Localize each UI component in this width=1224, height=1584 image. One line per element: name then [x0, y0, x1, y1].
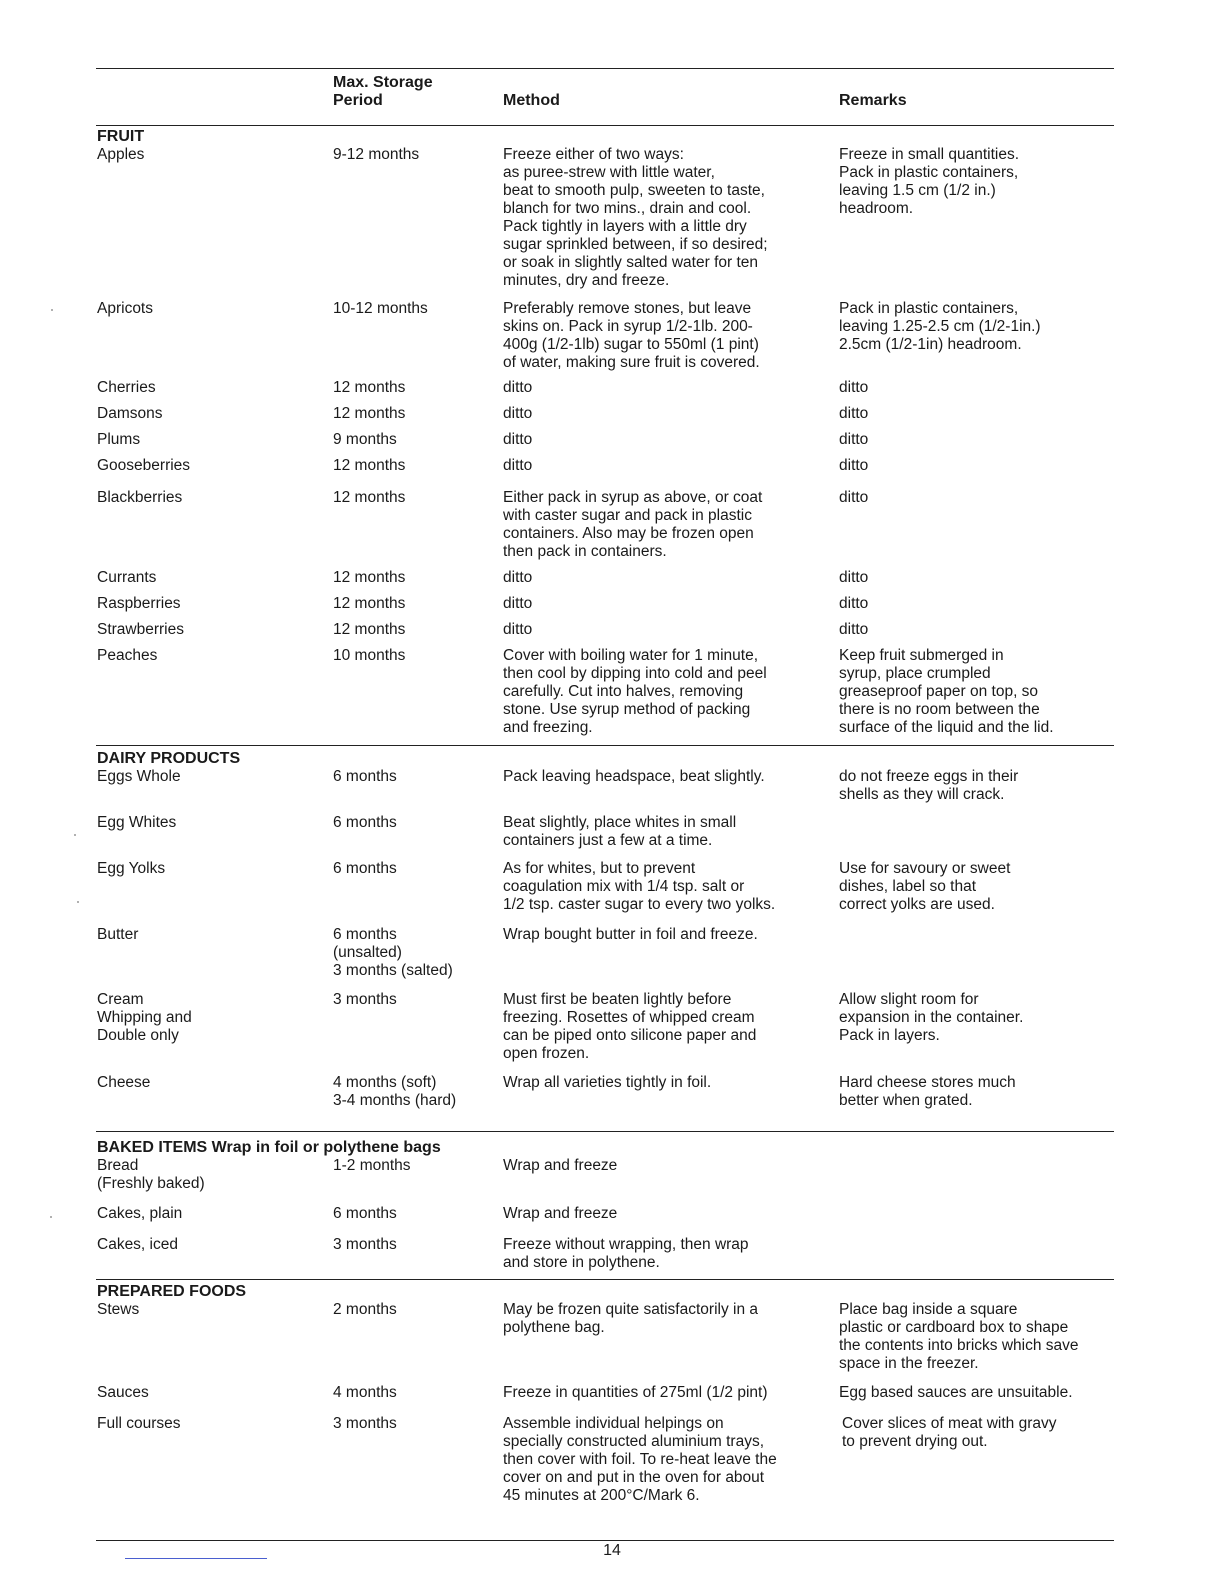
item-name: Strawberries: [97, 621, 184, 638]
section-title-dairy: DAIRY PRODUCTS: [97, 750, 241, 767]
section-rule: [96, 1279, 1114, 1280]
item-name: Sauces: [97, 1384, 149, 1401]
method-text: ditto: [503, 405, 533, 422]
item-name: Egg Yolks: [97, 860, 166, 877]
scan-speck: [51, 309, 53, 311]
item-name: Cakes, iced: [97, 1236, 178, 1253]
bottom-rule: [96, 1540, 1114, 1541]
storage-period: 12 months: [333, 379, 406, 396]
item-name: Currants: [97, 569, 157, 586]
storage-period: 2 months: [333, 1301, 397, 1318]
item-name: Gooseberries: [97, 457, 191, 474]
header-period: Max. Storage Period: [333, 74, 433, 109]
remarks-text: Pack in plastic containers, leaving 1.25-2.5 cm (1/2-1in.) 2.5cm (1/2-1in) headroom.: [839, 300, 1041, 353]
footer-line: [125, 1558, 267, 1559]
section-rule: [96, 1131, 1114, 1132]
remarks-text: ditto: [839, 595, 869, 612]
remarks-text: ditto: [839, 405, 869, 422]
method-text: Pack leaving headspace, beat slightly.: [503, 768, 765, 785]
remarks-text: ditto: [839, 457, 869, 474]
method-text: Wrap and freeze: [503, 1205, 618, 1222]
storage-period: 9-12 months: [333, 146, 420, 163]
remarks-text: Use for savoury or sweet dishes, label so that correct yolks are used.: [839, 860, 1011, 913]
remarks-text: Freeze in small quantities. Pack in plastic containers, leaving 1.5 cm (1/2 in.) headroom.: [839, 146, 1020, 217]
method-text: ditto: [503, 595, 533, 612]
method-text: Freeze either of two ways: as puree-strew with little water, beat to smooth pulp, sweeten to taste, blanch for two mins., drain and cool. Pack tightly in layers with a little dry sugar sprinkled between, if so desired; or soak in slightly salted water for ten minutes, dry and freeze.: [503, 146, 768, 289]
section-title-prepared: PREPARED FOODS: [97, 1283, 247, 1300]
item-name: Full courses: [97, 1415, 181, 1432]
item-name: Apples: [97, 146, 145, 163]
item-name: Cheese: [97, 1074, 151, 1091]
header-rule: [96, 125, 1114, 126]
method-text: Preferably remove stones, but leave skins on. Pack in syrup 1/2-1lb. 200- 400g (1/2-1lb) sugar to 550ml (1 pint) of water, making sure fruit is covered.: [503, 300, 760, 371]
storage-period: 3 months: [333, 1236, 397, 1253]
remarks-text: Place bag inside a square plastic or cardboard box to shape the contents into bricks which save space in the freezer.: [839, 1301, 1079, 1372]
method-text: ditto: [503, 431, 533, 448]
storage-period: 12 months: [333, 569, 406, 586]
remarks-text: ditto: [839, 489, 869, 506]
item-name: Peaches: [97, 647, 158, 664]
top-rule: [96, 68, 1114, 69]
method-text: Wrap all varieties tightly in foil.: [503, 1074, 712, 1091]
method-text: Either pack in syrup as above, or coat with caster sugar and pack in plastic containers. Also may be frozen open then pack in containers.: [503, 489, 763, 560]
remarks-text: Allow slight room for expansion in the container. Pack in layers.: [839, 991, 1024, 1044]
remarks-text: ditto: [839, 569, 869, 586]
method-text: ditto: [503, 457, 533, 474]
header-remarks: Remarks: [839, 92, 907, 109]
remarks-text: Cover slices of meat with gravy to prevent drying out.: [842, 1415, 1057, 1450]
item-name: Damsons: [97, 405, 163, 422]
storage-period: 12 months: [333, 457, 406, 474]
storage-period: 12 months: [333, 405, 406, 422]
item-name: Eggs Whole: [97, 768, 181, 785]
method-text: Wrap and freeze: [503, 1157, 618, 1174]
method-text: May be frozen quite satisfactorily in a polythene bag.: [503, 1301, 759, 1336]
storage-period: 12 months: [333, 489, 406, 506]
storage-period: 3 months: [333, 1415, 397, 1432]
method-text: Assemble individual helpings on specially constructed aluminium trays, then cover with foil. To re-heat leave the cover on and put in the oven for about 45 minutes at 200°C/Mark 6.: [503, 1415, 777, 1504]
item-name: Blackberries: [97, 489, 183, 506]
remarks-text: ditto: [839, 621, 869, 638]
storage-period: 6 months (unsalted) 3 months (salted): [333, 926, 453, 979]
item-name: Plums: [97, 431, 141, 448]
item-name: Apricots: [97, 300, 153, 317]
storage-period: 12 months: [333, 595, 406, 612]
remarks-text: Keep fruit submerged in syrup, place crumpled greaseproof paper on top, so there is no room between the surface of the liquid and the lid.: [839, 647, 1054, 736]
scan-speck: [74, 834, 76, 836]
item-name: Raspberries: [97, 595, 181, 612]
storage-period: 1-2 months: [333, 1157, 411, 1174]
scan-speck: [77, 901, 79, 903]
section-title-fruit: FRUIT: [97, 128, 145, 145]
storage-period: 6 months: [333, 768, 397, 785]
method-text: Must first be beaten lightly before freezing. Rosettes of whipped cream can be piped onto silicone paper and open frozen.: [503, 991, 757, 1062]
method-text: ditto: [503, 621, 533, 638]
storage-period: 12 months: [333, 621, 406, 638]
item-name: Butter: [97, 926, 139, 943]
remarks-text: ditto: [839, 431, 869, 448]
section-rule: [96, 745, 1114, 746]
storage-period: 4 months (soft) 3-4 months (hard): [333, 1074, 457, 1109]
method-text: Cover with boiling water for 1 minute, then cool by dipping into cold and peel carefully. Cut into halves, removing stone. Use syrup method of packing and freezing.: [503, 647, 767, 736]
storage-period: 6 months: [333, 814, 397, 831]
section-title-baked: BAKED ITEMS Wrap in foil or polythene bags: [97, 1139, 441, 1156]
storage-period: 6 months: [333, 1205, 397, 1222]
storage-period: 6 months: [333, 860, 397, 877]
remarks-text: do not freeze eggs in their shells as they will crack.: [839, 768, 1019, 803]
item-name: Cherries: [97, 379, 156, 396]
item-name: Egg Whites: [97, 814, 177, 831]
storage-period: 10-12 months: [333, 300, 428, 317]
item-name: Stews: [97, 1301, 140, 1318]
storage-period: 10 months: [333, 647, 406, 664]
scan-speck: [50, 1216, 52, 1218]
item-name: Bread (Freshly baked): [97, 1157, 205, 1192]
header-method: Method: [503, 92, 560, 109]
method-text: As for whites, but to prevent coagulation mix with 1/4 tsp. salt or 1/2 tsp. caster sugar to every two yolks.: [503, 860, 776, 913]
remarks-text: ditto: [839, 379, 869, 396]
method-text: Beat slightly, place whites in small containers just a few at a time.: [503, 814, 737, 849]
storage-period: 3 months: [333, 991, 397, 1008]
item-name: Cream Whipping and Double only: [97, 991, 192, 1044]
remarks-text: Hard cheese stores much better when grated.: [839, 1074, 1016, 1109]
method-text: Freeze without wrapping, then wrap and store in polythene.: [503, 1236, 749, 1271]
method-text: ditto: [503, 379, 533, 396]
storage-period: 9 months: [333, 431, 397, 448]
method-text: ditto: [503, 569, 533, 586]
remarks-text: Egg based sauces are unsuitable.: [839, 1384, 1073, 1401]
item-name: Cakes, plain: [97, 1205, 183, 1222]
page-number: 14: [603, 1542, 621, 1559]
method-text: Wrap bought butter in foil and freeze.: [503, 926, 758, 943]
method-text: Freeze in quantities of 275ml (1/2 pint): [503, 1384, 768, 1401]
storage-period: 4 months: [333, 1384, 397, 1401]
